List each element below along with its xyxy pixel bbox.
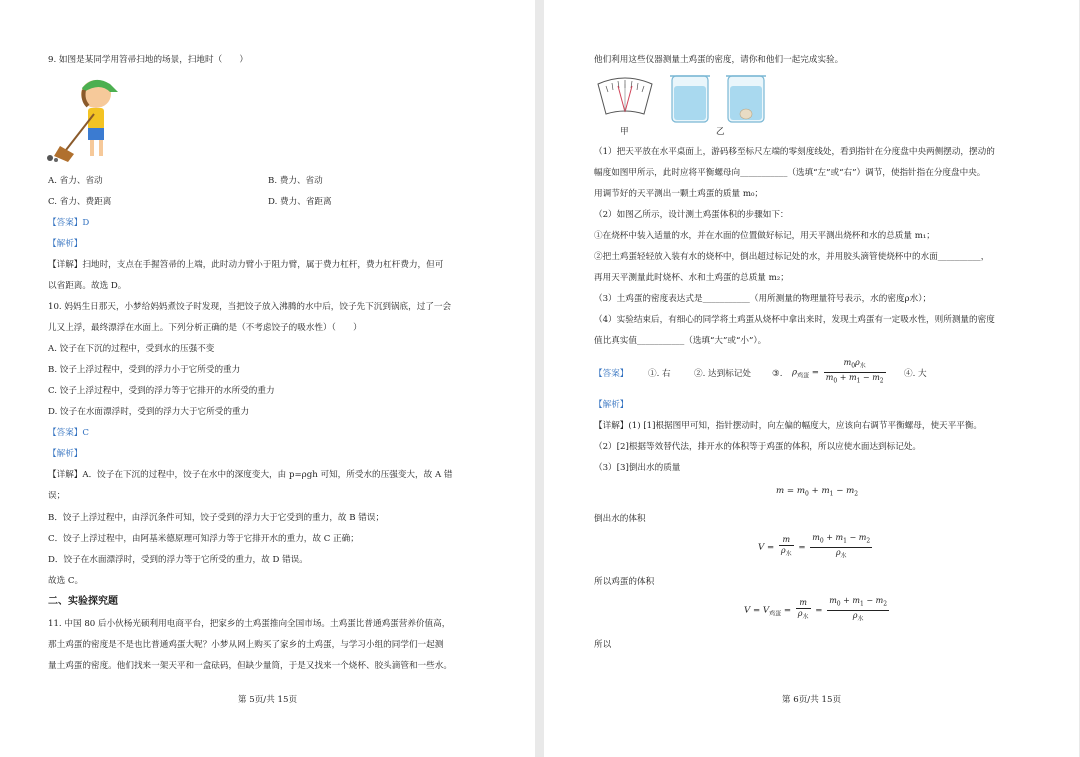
q11-answer-1: ①. 右 xyxy=(648,369,671,379)
q10-answer: 【答案】C xyxy=(48,428,89,438)
q11-step: 再用天平测量此时烧杯、水和土鸡蛋的总质量 m₂； xyxy=(594,273,789,283)
q11-answer-3: ③. xyxy=(772,369,783,379)
q11-analysis: 【解析】 xyxy=(594,400,629,410)
beaker-egg-figure xyxy=(724,72,768,126)
q10-option-c: C. 饺子上浮过程中，受到的浮力等于它排开的水所受的重力 xyxy=(48,386,275,396)
mass-formula: $m = m_0 + m_1 - m_2$ xyxy=(776,486,859,498)
q11-detail: 倒出水的体积 xyxy=(594,514,646,524)
density-formula-answer: $\rho_{鸡蛋}$ = $\frac{m_0\rho_水}{m_0 + m_1 - m_2}$ xyxy=(792,358,884,385)
q10-detail: B．饺子上浮过程中，由浮沉条件可知，饺子受到的浮力大于它受到的重力，故 B 错误； xyxy=(48,513,385,523)
q11-detail: 所以 xyxy=(594,640,612,650)
q10-detail: 误； xyxy=(48,491,66,501)
q9-option-c: C. 省力、费距离 xyxy=(48,197,112,207)
page-footer: 第 5页/共 15页 xyxy=(237,695,298,705)
q11-stem: 11. 中国 80 后小伙杨光硕利用电商平台，把家乡的土鸡蛋推向全国市场。土鸡蛋比普通鸡蛋营养价值高， xyxy=(48,619,451,629)
q11-detail: （2）[2]根据等效替代法，排开水的体积等于鸡蛋的体积，所以应使水面达到标记处。 xyxy=(594,442,922,452)
q11-step: 值比真实值___________（选填“大”或“小”）。 xyxy=(594,336,767,346)
q10-stem: 10. 妈妈生日那天，小梦给妈妈煮饺子时发现，当把饺子放入沸腾的水中后，饺子先下沉到锅底，过了一会 xyxy=(48,302,452,312)
q11-step: （3）土鸡蛋的密度表达式是___________（用所测量的物理量符号表示，水的密度ρ水）； xyxy=(594,294,932,304)
page-footer: 第 6页/共 15页 xyxy=(781,695,842,705)
page-left xyxy=(0,0,535,757)
q10-detail: 故选 C。 xyxy=(48,576,84,586)
q11-step: （1）把天平放在水平桌面上，游码移至标尺左端的零刻度线处，看到指针在分度盘中央两侧摆动，摆动的 xyxy=(594,147,995,157)
q9-detail: 以省距离。故选 D。 xyxy=(48,281,127,291)
q11-answer-2: ②. 达到标记处 xyxy=(694,369,752,379)
q11-step: （4）实验结束后，有细心的同学将土鸡蛋从烧杯中拿出来时，发现土鸡蛋有一定吸水性，则所测量的密度 xyxy=(594,315,995,325)
q10-option-a: A. 饺子在下沉的过程中，受到水的压强不变 xyxy=(48,344,215,354)
page-right xyxy=(544,0,1079,757)
q11-answer-tag: 【答案】 xyxy=(594,369,629,379)
q10-stem: 儿又上浮，最终漂浮在水面上。下列分析正确的是（不考虑饺子的吸水性）（ ） xyxy=(48,323,362,333)
q10-detail: 【详解】A．饺子在下沉的过程中，饺子在水中的深度变大，由 p=ρgh 可知，所受水的压强变大，故 A 错 xyxy=(48,470,453,480)
q11-step: 幅度如图甲所示，此时应将平衡螺母向___________（选填“左”或“右”）调节，使指针指在分度盘中央。 xyxy=(594,168,986,178)
q11-step: ①在烧杯中装入适量的水，并在水面的位置做好标记，用天平测出烧杯和水的总质量 m₁； xyxy=(594,231,935,241)
q11-step: （2）如图乙所示，设计测土鸡蛋体积的步骤如下： xyxy=(594,210,789,220)
q11-stem: 量土鸡蛋的密度。他们找来一架天平和一盒砝码，但缺少量筒，于是又找来一个烧杯、胶头滴管和一些水。 xyxy=(48,661,452,671)
egg-volume-formula: $V = V_{鸡蛋}$ = $\frac{m}{\rho_水}$ = $\frac{m_0 + m_1 - m_2}{\rho_水}$ xyxy=(744,596,888,623)
q9-option-b: B. 费力、省动 xyxy=(268,176,323,186)
q10-analysis: 【解析】 xyxy=(48,449,83,459)
q9-option-d: D. 费力、省距离 xyxy=(268,197,332,207)
q11-detail: 【详解】(1) [1]根据图甲可知，指针摆动时，向左偏的幅度大，应该向右调节平衡螺母，使天平平衡。 xyxy=(594,421,983,431)
q9-stem: 9. 如图是某同学用笤帚扫地的场景，扫地时（ ） xyxy=(48,55,248,65)
q11-answer-4: ④. 大 xyxy=(904,369,927,379)
q9-detail: 【详解】扫地时，支点在手握笤帚的上端，此时动力臂小于阻力臂，属于费力杠杆，费力杠杆费力，但可 xyxy=(48,260,444,270)
q11-step: ②把土鸡蛋轻轻放入装有水的烧杯中，倒出超过标记处的水，并用胶头滴管使烧杯中的水面__________， xyxy=(594,252,990,262)
q10-option-d: D. 饺子在水面漂浮时，受到的浮力大于它所受的重力 xyxy=(48,407,250,417)
q9-answer: 【答案】D xyxy=(48,218,90,228)
q11-detail: （3）[3]倒出水的质量 xyxy=(594,463,681,473)
q11-step: 用调节好的天平测出一颗土鸡蛋的质量 m₀； xyxy=(594,189,764,199)
q10-detail: D．饺子在水面漂浮时，受到的浮力等于它所受的重力，故 D 错误。 xyxy=(48,555,308,565)
figure-label-jia: 甲 xyxy=(620,127,629,137)
sweeping-child-illustration xyxy=(44,72,128,164)
q11-intro: 他们利用这些仪器测量土鸡蛋的密度，请你和他们一起完成实验。 xyxy=(594,55,844,65)
section-heading: 二、实验探究题 xyxy=(48,596,118,607)
balance-dial-figure xyxy=(594,74,656,122)
beaker-water-figure xyxy=(668,72,712,126)
q10-detail: C．饺子上浮过程中，由阿基米德原理可知浮力等于它排开水的重力，故 C 正确； xyxy=(48,534,359,544)
q9-analysis: 【解析】 xyxy=(48,239,83,249)
q11-detail: 所以鸡蛋的体积 xyxy=(594,577,655,587)
q10-option-b: B. 饺子上浮过程中，受到的浮力小于它所受的重力 xyxy=(48,365,241,375)
q11-stem: 那土鸡蛋的密度是不是也比普通鸡蛋大呢？小梦从网上购买了家乡的土鸡蛋，与学习小组的同学们一起测 xyxy=(48,640,444,650)
volume-formula: V = $\frac{m}{\rho_水}$ = $\frac{m_0 + m_1 - m_2}{\rho_水}$ xyxy=(758,533,871,560)
q9-option-a: A. 省力、省动 xyxy=(48,176,103,186)
figure-label-yi: 乙 xyxy=(716,127,725,137)
